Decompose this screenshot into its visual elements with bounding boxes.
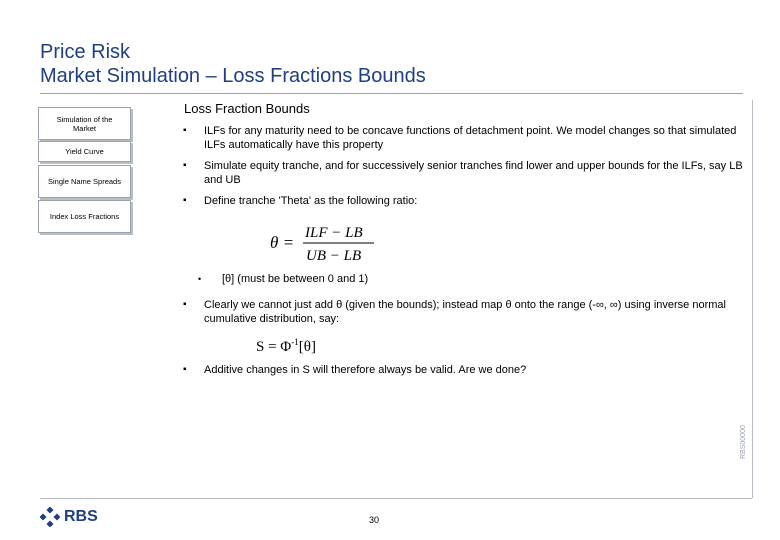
- sidebar-item-index-loss-fractions: [38, 200, 131, 233]
- sidebar-item-yield-curve: [38, 141, 131, 162]
- title-divider: [40, 93, 743, 94]
- rbs-daisy-icon: [40, 507, 60, 527]
- bullet-marker: ▪: [183, 160, 187, 171]
- bullet-text: Define tranche 'Theta' as the following ratio:: [204, 195, 418, 207]
- sidebar-item-label: Index Loss Fractions: [49, 212, 120, 221]
- right-divider: [752, 100, 753, 498]
- rbs-logo: [40, 506, 102, 528]
- sub-bullet-marker: •: [198, 274, 202, 284]
- equation-prefix: S = Φ: [256, 339, 292, 355]
- bullet-marker: ▪: [183, 125, 187, 136]
- section-heading: Loss Fraction Bounds: [184, 101, 310, 116]
- bullet-marker: ▪: [183, 195, 187, 206]
- sidebar-item-label: Simulation of the Market: [56, 114, 113, 133]
- sidebar-item-label: Single Name Spreads: [48, 177, 121, 186]
- bottom-divider: [40, 498, 752, 499]
- formula-lhs: θ =: [270, 233, 295, 252]
- theta-ratio-formula: [270, 218, 390, 266]
- inverse-normal-equation: [256, 337, 316, 356]
- bullet-text: ILFs for any maturity need to be concave functions of detachment point. We model changes so that simulated ILFs automatically have this property: [204, 125, 737, 151]
- logo-text: RBS: [64, 508, 98, 525]
- sub-bullet-text: [θ] (must be between 0 and 1): [222, 273, 369, 285]
- bullet-text: Simulate equity tranche, and for successively senior tranches find lower and upper bounds for the ILFs, say LB and UB: [204, 160, 743, 186]
- page-number: 30: [369, 515, 380, 525]
- equation-suffix: [θ]: [298, 339, 316, 355]
- slide-title-line1: Price Risk: [40, 41, 131, 63]
- sidebar-item-simulation: [38, 107, 131, 140]
- equation-exponent: -1: [291, 337, 299, 347]
- formula-numerator: ILF − LB: [305, 225, 363, 241]
- document-id: RBS00000: [740, 425, 747, 459]
- bullet-text: Additive changes in S will therefore always be valid. Are we done?: [204, 364, 527, 376]
- sidebar-item-label: Yield Curve: [65, 147, 104, 156]
- formula-denominator: UB − LB: [306, 248, 362, 264]
- slide-title-line2: Market Simulation – Loss Fractions Bounds: [40, 65, 426, 87]
- bullet-marker: ▪: [183, 364, 187, 375]
- bullet-text: Clearly we cannot just add θ (given the bounds); instead map θ onto the range (-∞, ∞) using inverse normal cumulative distribution, say:: [204, 299, 726, 325]
- sidebar-item-single-name-spreads: [38, 165, 131, 198]
- bullet-marker: ▪: [183, 299, 187, 310]
